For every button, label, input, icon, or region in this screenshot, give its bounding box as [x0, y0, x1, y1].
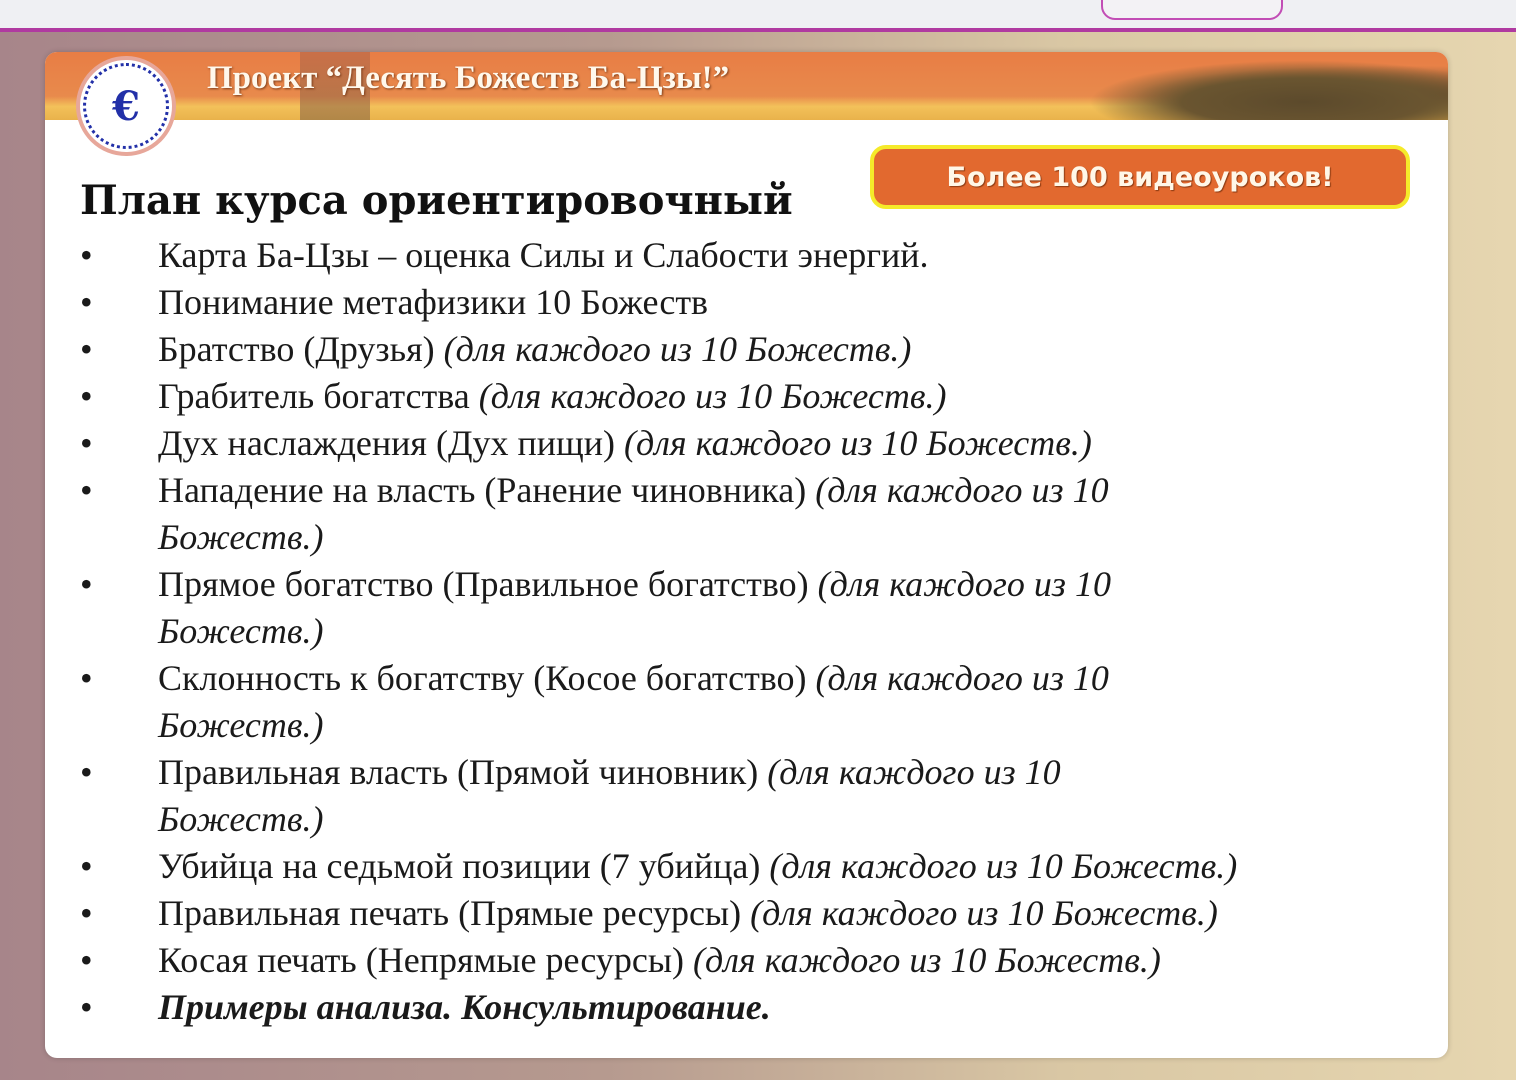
- course-slide: [45, 52, 1448, 1058]
- list-item: [80, 561, 1420, 655]
- item-title: Убийца на седьмой позиции (7 убийца): [158, 846, 770, 886]
- browser-top-bar: [0, 0, 1516, 32]
- bullet-icon: •: [80, 235, 93, 275]
- bullet-icon: •: [80, 658, 93, 698]
- item-title: Прямое богатство (Правильное богатство): [158, 564, 818, 604]
- bullet-icon: •: [80, 376, 93, 416]
- item-note: (для каждого из 10 Божеств.): [693, 940, 1161, 980]
- item-note: (для каждого из 10 Божеств.): [769, 846, 1238, 886]
- item-note-continued: Божеств.): [158, 611, 324, 651]
- item-title: Правильная печать (Прямые ресурсы): [158, 893, 751, 933]
- list-item: [80, 373, 1420, 420]
- course-plan-list: [80, 232, 1420, 1031]
- item-title: Склонность к богатству (Косое богатство): [158, 658, 816, 698]
- item-title: Братство (Друзья): [158, 329, 444, 369]
- item-title: Грабитель богатства: [158, 376, 479, 416]
- page-title: План курса ориентировочный: [80, 177, 793, 224]
- list-item: [80, 232, 1420, 279]
- list-item: [80, 843, 1420, 890]
- item-title: Косая печать (Непрямые ресурсы): [158, 940, 693, 980]
- item-note-continued: Божеств.): [158, 517, 324, 557]
- banner-title: Проект “Десять Божеств Ба-Цзы!”: [207, 60, 730, 96]
- video-lessons-badge: Более 100 видеоуроков!: [870, 145, 1410, 209]
- bullet-icon: •: [80, 987, 93, 1027]
- logo: [76, 56, 176, 156]
- item-title: Дух наслаждения (Дух пищи): [158, 423, 625, 463]
- list-item: [80, 937, 1420, 984]
- logo-emblem-icon: €: [83, 63, 169, 149]
- item-title: Правильная власть (Прямой чиновник): [158, 752, 768, 792]
- bullet-icon: •: [80, 470, 93, 510]
- item-note: (для каждого из 10 Божеств.): [443, 329, 912, 369]
- trees-image: [1088, 60, 1448, 120]
- item-note-continued: Божеств.): [158, 799, 324, 839]
- bullet-icon: •: [80, 893, 93, 933]
- item-note: (для каждого из 10: [815, 470, 1109, 510]
- list-item: [80, 749, 1420, 843]
- item-note: (для каждого из 10 Божеств.): [478, 376, 947, 416]
- item-title: Понимание метафизики 10 Божеств: [158, 282, 709, 322]
- item-note-continued: Божеств.): [158, 705, 324, 745]
- bullet-icon: •: [80, 423, 93, 463]
- list-item: [80, 279, 1420, 326]
- list-item: [80, 655, 1420, 749]
- item-note: (для каждого из 10: [815, 658, 1109, 698]
- bullet-icon: •: [80, 329, 93, 369]
- list-item: [80, 467, 1420, 561]
- bullet-icon: •: [80, 846, 93, 886]
- item-title: Примеры анализа. Консультирование.: [158, 987, 771, 1027]
- item-title: Нападение на власть (Ранение чиновника): [158, 470, 816, 510]
- item-title: Карта Ба-Цзы – оценка Силы и Слабости энергий.: [158, 235, 929, 275]
- bullet-icon: •: [80, 564, 93, 604]
- banner: [45, 52, 1448, 120]
- item-note: (для каждого из 10 Божеств.): [624, 423, 1092, 463]
- list-item: [80, 890, 1420, 937]
- list-item: [80, 984, 1420, 1031]
- bullet-icon: •: [80, 752, 93, 792]
- bullet-icon: •: [80, 282, 93, 322]
- list-item: [80, 326, 1420, 373]
- list-item: [80, 420, 1420, 467]
- item-note: (для каждого из 10: [817, 564, 1111, 604]
- item-note: (для каждого из 10 Божеств.): [750, 893, 1218, 933]
- active-tab[interactable]: [1101, 0, 1283, 20]
- bullet-icon: •: [80, 940, 93, 980]
- item-note: (для каждого из 10: [767, 752, 1061, 792]
